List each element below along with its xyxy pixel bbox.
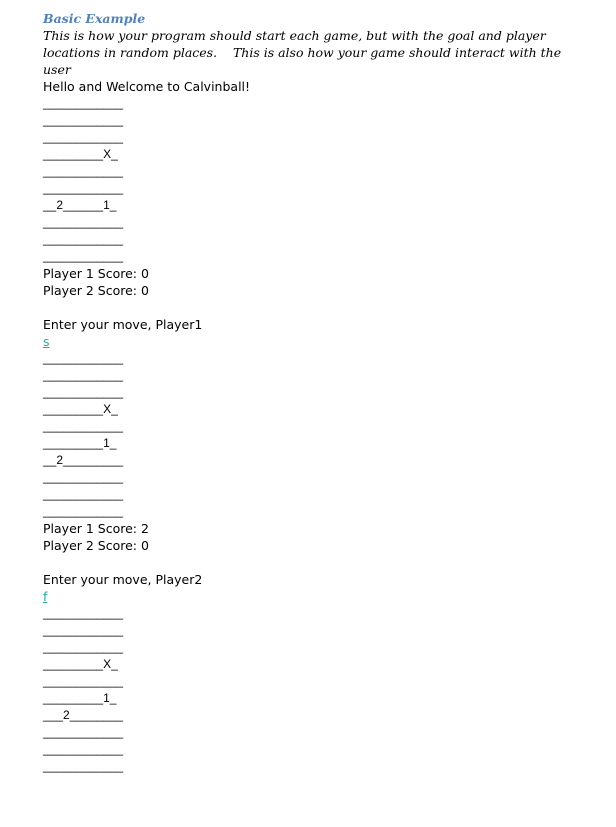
board-row: ____________	[43, 606, 124, 620]
section-heading: Basic Example	[43, 11, 146, 26]
welcome-line: Hello and Welcome to Calvinball!	[43, 79, 251, 94]
board-row: __2______1_	[43, 198, 117, 212]
board-row: _________X_	[43, 657, 118, 671]
board-row: ____________	[43, 249, 124, 263]
board-row: ____________	[43, 130, 124, 144]
board-row: _________1_	[43, 691, 117, 705]
board-row: ____________	[43, 623, 124, 637]
board-row: ____________	[43, 487, 124, 501]
board-row: ____________	[43, 725, 124, 739]
player1-score: Player 1 Score: 2	[43, 521, 149, 536]
board-row: ____________	[43, 232, 124, 246]
player2-score: Player 2 Score: 0	[43, 538, 149, 553]
board-row: _________X_	[43, 147, 118, 161]
board-row: ____________	[43, 215, 124, 229]
board-row: ____________	[43, 640, 124, 654]
board-row: ____________	[43, 368, 124, 382]
board-row: ____________	[43, 742, 124, 756]
blank-line	[43, 554, 616, 571]
board-row: ____________	[43, 164, 124, 178]
intro-paragraph: This is how your program should start each game, but with the goal and player locations in random places. This is also how your game should interact with the user	[43, 28, 566, 77]
board-row: ____________	[43, 181, 124, 195]
board-row: __2_________	[43, 453, 124, 467]
board-row: ____________	[43, 419, 124, 433]
player1-score: Player 1 Score: 0	[43, 266, 149, 281]
board-row: ____________	[43, 470, 124, 484]
board-row: ____________	[43, 759, 124, 773]
blank-line	[43, 299, 616, 316]
player2-score: Player 2 Score: 0	[43, 283, 149, 298]
user-input: s	[43, 334, 50, 349]
move-prompt: Enter your move, Player1	[43, 317, 203, 332]
board-row: ____________	[43, 504, 124, 518]
board-row: ____________	[43, 113, 124, 127]
game-board	[43, 95, 616, 265]
board-row: ____________	[43, 96, 124, 110]
move-prompt: Enter your move, Player2	[43, 572, 203, 587]
board-row: ____________	[43, 674, 124, 688]
board-row: ____________	[43, 351, 124, 365]
board-row: _________1_	[43, 436, 117, 450]
board-row: ___2________	[43, 708, 124, 722]
game-board	[43, 605, 616, 775]
game-board	[43, 350, 616, 520]
board-row: ____________	[43, 385, 124, 399]
board-row: _________X_	[43, 402, 118, 416]
user-input: f	[43, 589, 48, 604]
